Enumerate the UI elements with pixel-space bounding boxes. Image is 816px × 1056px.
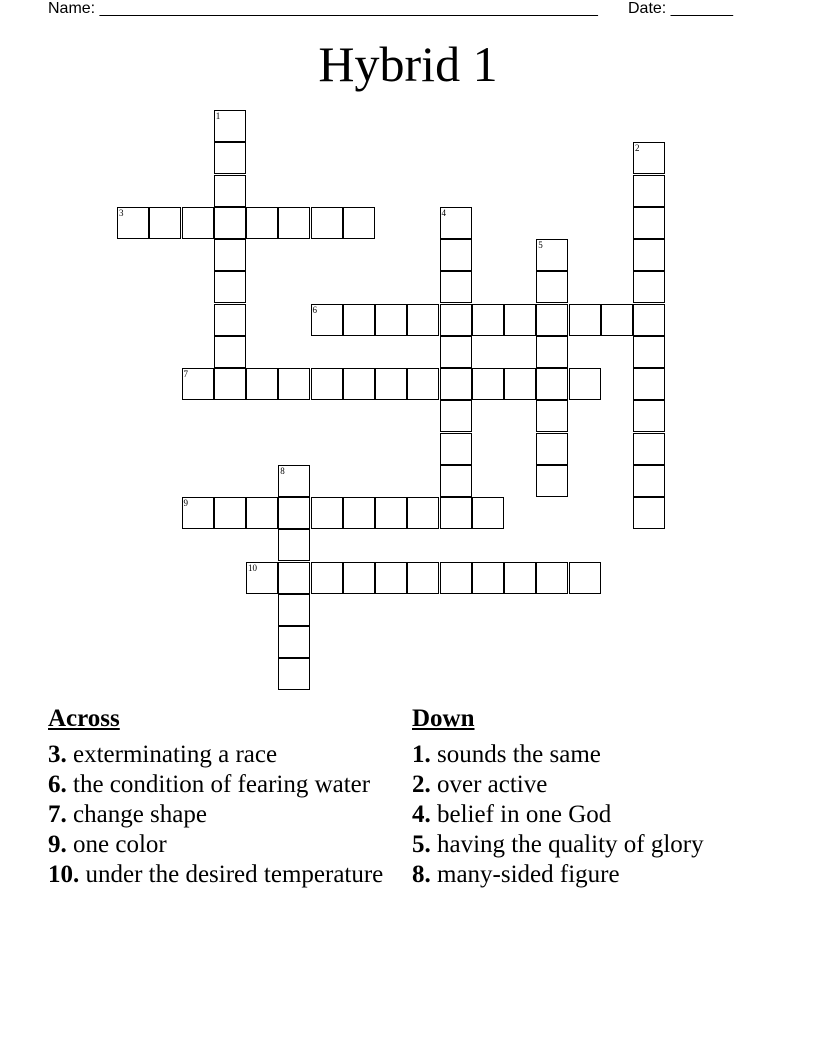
grid-cell[interactable] [472,304,504,336]
grid-cell[interactable] [311,207,343,239]
grid-cell[interactable] [633,336,665,368]
grid-cell[interactable] [569,368,601,400]
grid-cell[interactable] [182,497,214,529]
clue-item-text: sounds the same [430,741,601,768]
grid-cell[interactable] [633,497,665,529]
grid-cell[interactable] [407,497,439,529]
grid-cell[interactable] [440,271,472,303]
grid-cell[interactable] [149,207,181,239]
grid-cell[interactable] [375,368,407,400]
clue-item-number: 2. [412,771,431,798]
grid-cell[interactable] [343,497,375,529]
clue-number: 2 [635,143,640,154]
clue-item [412,740,712,770]
clue-item [48,830,388,860]
grid-cell[interactable] [343,562,375,594]
name-field: Name: ________________________________________________________ [48,0,598,17]
grid-cell[interactable] [214,175,246,207]
clue-item-text: having the quality of glory [430,831,704,858]
grid-cell[interactable] [407,304,439,336]
clue-number: 9 [183,498,188,508]
grid-cell[interactable] [633,304,665,336]
grid-cell[interactable] [278,594,310,626]
grid-cell[interactable] [633,433,665,465]
grid-cell[interactable] [311,497,343,529]
grid-cell[interactable] [214,142,246,174]
clue-item-text: change shape [66,801,207,828]
grid-cell[interactable] [214,207,246,239]
grid-cell[interactable] [375,562,407,594]
clue-item-text: exterminating a race [66,741,278,768]
grid-cell[interactable] [633,368,665,400]
clue-item-text: over active [430,771,548,798]
grid-cell[interactable] [407,368,439,400]
grid-cell[interactable] [246,368,278,400]
clue-item-text: under the desired temperature [79,861,384,888]
clue-item-number: 1. [412,741,431,768]
grid-cell[interactable] [440,368,472,400]
grid-cell[interactable] [633,175,665,207]
grid-cell[interactable] [246,207,278,239]
clue-item-text: the condition of fearing water [66,771,371,798]
grid-cell[interactable] [278,626,310,658]
grid-cell[interactable] [633,465,665,497]
clue-number: 5 [538,240,543,250]
clue-item [412,800,712,830]
puzzle-title: Hybrid 1 [318,36,498,92]
clue-item-number: 4. [412,801,431,828]
grid-cell[interactable] [246,562,278,594]
grid-cell[interactable] [278,465,310,497]
clue-number: 4 [441,207,446,218]
grid-cell[interactable] [375,304,407,336]
clue-number: 8 [280,465,285,476]
grid-cell[interactable] [440,400,472,432]
clue-item-text: one color [66,831,167,858]
grid-cell[interactable] [440,433,472,465]
grid-cell[interactable] [633,207,665,239]
grid-cell[interactable] [440,336,472,368]
grid-cell[interactable] [375,497,407,529]
grid-cell[interactable] [472,497,504,529]
grid-cell[interactable] [440,465,472,497]
clue-number: 3 [119,207,124,218]
grid-cell[interactable] [214,110,246,142]
grid-cell[interactable] [472,562,504,594]
grid-cell[interactable] [536,433,568,465]
clue-item [412,770,712,800]
across-heading: Across [48,705,120,732]
grid-cell[interactable] [536,400,568,432]
grid-cell[interactable] [343,304,375,336]
date-field: Date: _______ [628,0,733,17]
grid-cell[interactable] [504,562,536,594]
clue-number: 6 [312,304,317,315]
grid-cell[interactable] [311,562,343,594]
grid-cell[interactable] [633,400,665,432]
grid-cell[interactable] [214,304,246,336]
grid-cell[interactable] [246,497,278,529]
grid-cell[interactable] [117,207,149,239]
grid-cell[interactable] [182,207,214,239]
grid-cell[interactable] [214,271,246,303]
grid-cell[interactable] [278,497,310,529]
grid-cell[interactable] [536,239,568,271]
clue-item-number: 3. [48,741,67,768]
clue-item [48,740,388,770]
grid-cell[interactable] [440,304,472,336]
grid-cell[interactable] [440,207,472,239]
grid-cell[interactable] [472,368,504,400]
grid-cell[interactable] [407,562,439,594]
grid-cell[interactable] [536,271,568,303]
clue-item-text: many-sided figure [430,861,620,888]
clue-number: 10 [248,562,257,573]
clue-item-number: 9. [48,831,67,858]
clue-item-number: 5. [412,831,431,858]
grid-cell[interactable] [601,304,633,336]
grid-cell[interactable] [343,368,375,400]
clue-number: 7 [183,369,188,379]
grid-cell[interactable] [536,368,568,400]
grid-cell[interactable] [440,239,472,271]
grid-cell[interactable] [214,336,246,368]
grid-cell[interactable] [343,207,375,239]
clue-item [412,860,712,890]
grid-cell[interactable] [214,497,246,529]
grid-cell[interactable] [536,304,568,336]
grid-cell[interactable] [182,368,214,400]
grid-cell[interactable] [569,562,601,594]
clue-item-number: 6. [48,771,67,798]
clue-item-number: 10. [48,861,80,888]
grid-cell[interactable] [504,368,536,400]
grid-cell[interactable] [504,304,536,336]
clue-item-number: 8. [412,861,431,888]
across-clues [48,704,388,890]
clue-item [412,830,712,860]
grid-cell[interactable] [214,368,246,400]
down-clues [412,704,712,890]
grid-cell[interactable] [569,304,601,336]
grid-cell[interactable] [536,562,568,594]
clue-item-number: 7. [48,801,67,828]
grid-cell[interactable] [633,271,665,303]
grid-cell[interactable] [536,465,568,497]
grid-cell[interactable] [311,304,343,336]
down-heading: Down [412,705,475,732]
grid-cell[interactable] [214,239,246,271]
grid-cell[interactable] [278,658,310,690]
grid-cell[interactable] [278,529,310,561]
grid-cell[interactable] [311,368,343,400]
clue-item [48,770,388,800]
clue-number: 1 [215,111,221,121]
grid-cell[interactable] [278,562,310,594]
grid-cell[interactable] [278,207,310,239]
grid-cell[interactable] [633,142,665,174]
grid-cell[interactable] [440,562,472,594]
clue-item [48,800,388,830]
clue-item [48,860,388,890]
grid-cell[interactable] [633,239,665,271]
clue-item-text: belief in one God [430,801,612,828]
grid-cell[interactable] [440,497,472,529]
grid-cell[interactable] [536,336,568,368]
grid-cell[interactable] [278,368,310,400]
